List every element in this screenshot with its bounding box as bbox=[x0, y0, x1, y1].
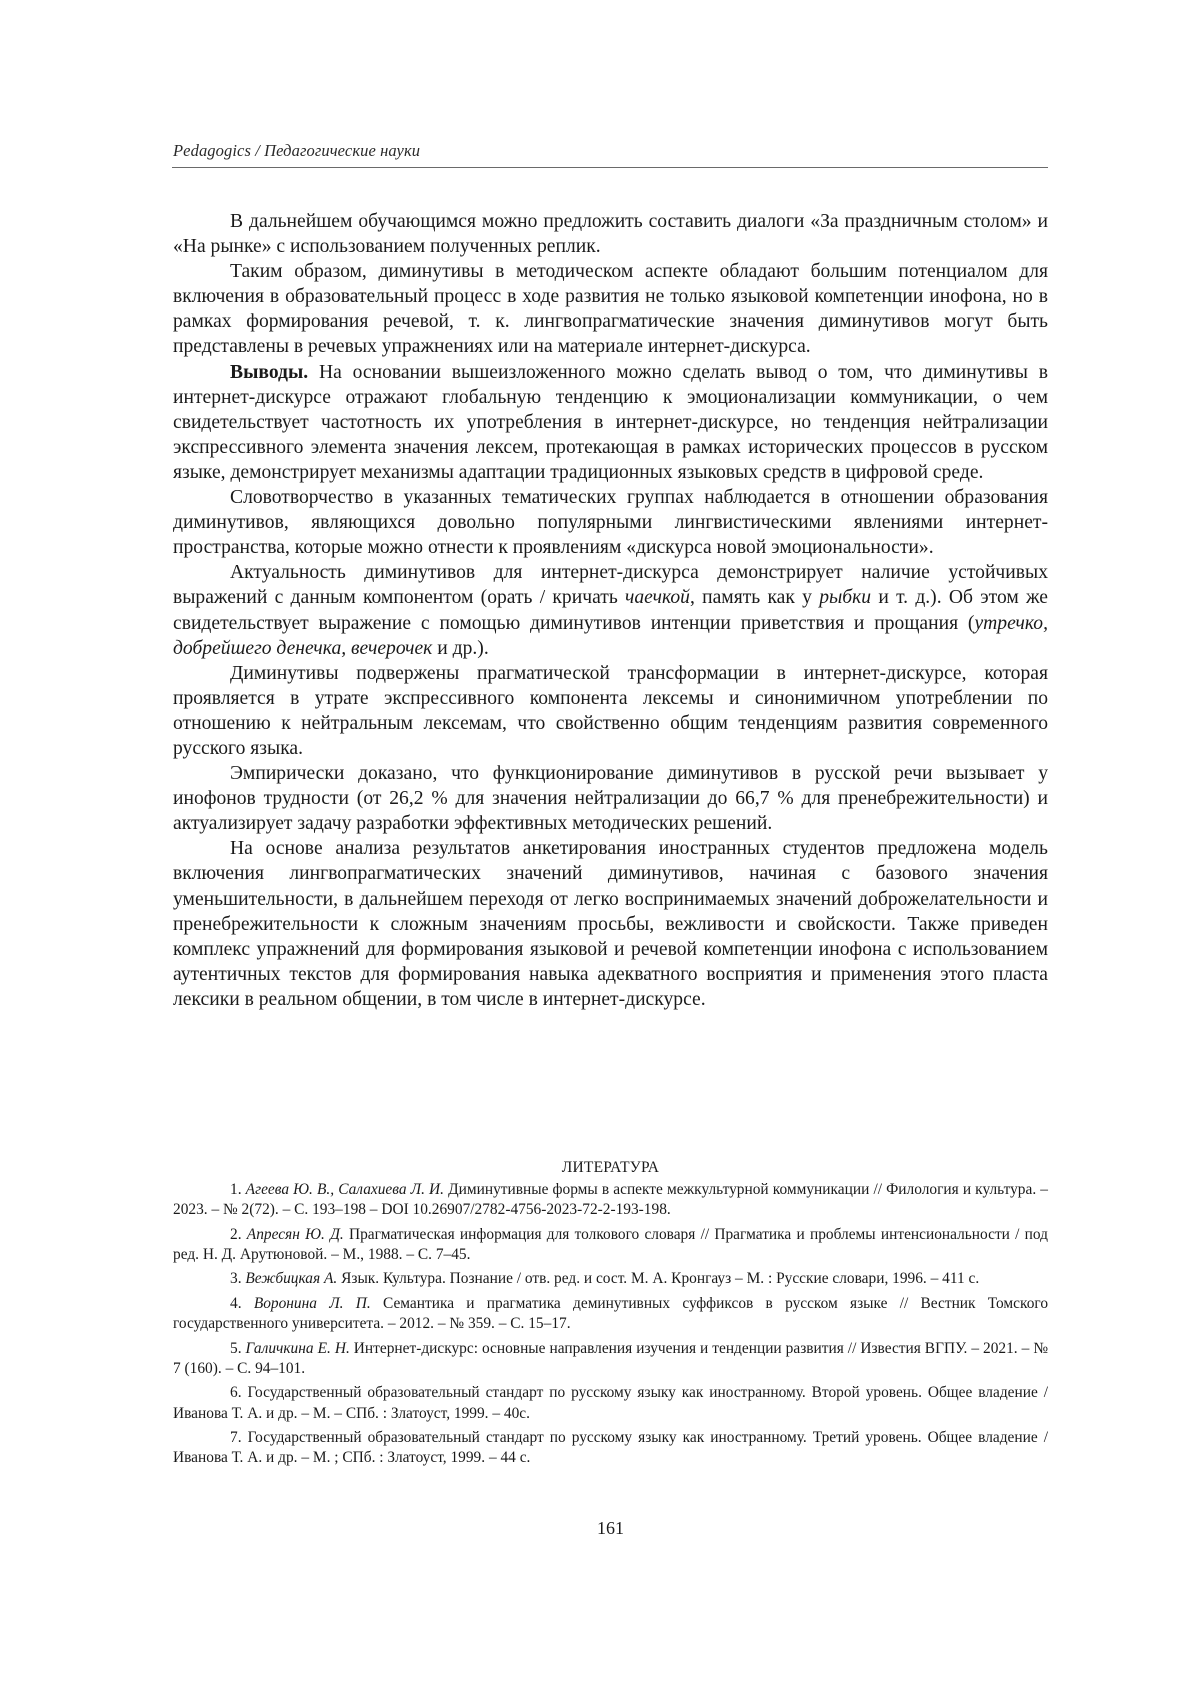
reference-number: 5. bbox=[230, 1339, 246, 1357]
reference-text: Государственный образовательный стандарт по русскому языку как иностранному. Второй уровень. Общее владение / Иванова Т. А. и др. – М. – СПб. : Златоуст, 1999. – 40с. bbox=[173, 1384, 1048, 1422]
paragraph: На основе анализа результатов анкетирования иностранных студентов предложена модель включения лингвопрагматических значений диминутивов, начиная с базового значения уменьшительности, в дальнейшем переходя от легко воспринимаемых значений доброжелательности и пренебрежительности к сложным значениям просьбы, вежливости и свойскости. Также приведен комплекс упражнений для формирования языковой и речевой компетенции инофона с использованием аутентичных текстов для формирования навыка адекватного восприятия и применения этого пласта лексики в реальном общении, в том числе в интернет-дискурсе. bbox=[173, 838, 1048, 1010]
reference-item bbox=[173, 1294, 1048, 1334]
reference-text: Диминутивные формы в аспекте межкультурной коммуникации // Филология и культура. – 2023. – № 2(72). – С. 193–198 – DOI 10.26907/2782-4756-2023-72-2-193-198. bbox=[173, 1181, 1048, 1219]
paragraph: Словотворчество в указанных тематических группах наблюдается в отношении образования диминутивов, являющихся довольно популярными лингвистическими явлениями интернет-пространства, которые можно отнести к проявлениям «дискурса новой эмоциональности». bbox=[173, 487, 1048, 559]
reference-authors: Апресян Ю. Д. bbox=[246, 1225, 344, 1243]
reference-number: 7. bbox=[230, 1429, 248, 1447]
reference-item bbox=[173, 1428, 1048, 1468]
literature-heading: ЛИТЕРАТУРА bbox=[561, 1159, 660, 1176]
reference-authors: Агеева Ю. В., Салахиева Л. И. bbox=[245, 1181, 445, 1198]
paragraph-conclusions bbox=[173, 360, 1048, 485]
header-rule bbox=[172, 167, 1048, 168]
reference-item bbox=[173, 1180, 1048, 1220]
paragraph: Диминутивы подвержены прагматической трансформации в интернет-дискурсе, которая проявляется в утрате экспрессивного компонента лексемы и синонимичном употреблении по отношению к нейтральным лексемам, что свойственно общим тенденциям развития современного русского языка. bbox=[173, 662, 1048, 759]
paragraph-text: и т. д.). Об этом же свидетельствует выражение с помощью диминутивов интенции приветствия и прощания ( bbox=[173, 587, 1048, 634]
paragraph-text: и др.). bbox=[432, 637, 489, 659]
reference-number: 6. bbox=[230, 1384, 248, 1402]
reference-text: Язык. Культура. Познание / отв. ред. и сост. М. А. Кронгауз – М. : Русские словари, 1996. – 411 с. bbox=[337, 1270, 980, 1288]
reference-authors: Вежбицкая А. bbox=[245, 1270, 338, 1288]
paragraph: Эмпирически доказано, что функционирование диминутивов в русской речи вызывает у инофонов трудности (от 26,2 % для значения нейтрализации до 66,7 % для пренебрежительности) и актуализирует задачу разработки эффективных методических решений. bbox=[173, 763, 1048, 835]
conclusions-heading: Выводы. bbox=[230, 361, 309, 383]
reference-item bbox=[173, 1339, 1048, 1379]
reference-item bbox=[173, 1269, 1048, 1289]
paragraph-text: Актуальность диминутивов для интернет-дискурса демонстрирует наличие устойчивых выражений с данным компонентом (орать / кричать bbox=[173, 562, 1048, 609]
reference-number: 4. bbox=[230, 1294, 254, 1312]
reference-text: Государственный образовательный стандарт по русскому языку как иностранному. Третий уровень. Общее владение / Иванова Т. А. и др. – М. ; СПб. : Златоуст, 1999. – 44 с. bbox=[173, 1429, 1049, 1467]
reference-number: 2. bbox=[230, 1225, 247, 1243]
reference-number: 3. bbox=[230, 1270, 246, 1288]
reference-item bbox=[173, 1383, 1048, 1423]
example-word: чаечкой bbox=[625, 587, 690, 609]
running-head: Pedagogics / Педагогические науки bbox=[173, 141, 421, 160]
reference-text: Интернет-дискурс: основные направления изучения и тенденции развития // Известия ВГПУ. – 2021. – № 7 (160). – С. 94–101. bbox=[173, 1339, 1049, 1377]
reference-number: 1. bbox=[230, 1181, 246, 1198]
reference-item bbox=[173, 1225, 1048, 1265]
reference-text: Семантика и прагматика деминутивных суффиксов в русском языке // Вестник Томского государственного университета. – 2012. – № 359. – С. 15–17. bbox=[173, 1294, 1049, 1333]
reference-authors: Галичкина Е. Н. bbox=[245, 1339, 350, 1357]
reference-list bbox=[173, 1180, 1048, 1473]
paragraph-text: На основании вышеизложенного можно сделать вывод о том, что диминутивы в интернет-дискурсе отражают глобальную тенденцию к эмоционализации коммуникации, о чем свидетельствует частотность их употребления в интернет-дискурсе, но тенденция нейтрализации экспрессивного элемента значения лексем, протекающая в рамках исторических процессов в русском языке, демонстрирует механизмы адаптации традиционных языковых средств в цифровой среде. bbox=[173, 361, 1048, 483]
reference-authors: Воронина Л. П. bbox=[253, 1294, 371, 1312]
page-number: 161 bbox=[597, 1518, 624, 1538]
main-text bbox=[173, 209, 1048, 1012]
paragraph bbox=[173, 560, 1048, 660]
paragraph-text: , память как у bbox=[689, 587, 820, 609]
paragraph: В дальнейшем обучающимся можно предложить составить диалоги «За праздничным столом» и «На рынке» с использованием полученных реплик. bbox=[173, 211, 1048, 258]
paragraph: Таким образом, диминутивы в методическом аспекте обладают большим потенциалом для включения в образовательный процесс в ходе развития не только языковой компетенции инофона, но в рамках формирования речевой, т. к. лингвопрагматические значения диминутивов могут быть представлены в речевых упражнениях или на материале интернет-дискурса. bbox=[173, 261, 1048, 358]
reference-text: Прагматическая информация для толкового словаря // Прагматика и проблемы интенсиональности / под ред. Н. Д. Арутюновой. – М., 1988. – С. 7–45. bbox=[173, 1225, 1048, 1263]
example-word: рыбки bbox=[819, 587, 872, 609]
example-words: утречко, добрейшего денечка, вечерочек bbox=[173, 612, 1048, 659]
